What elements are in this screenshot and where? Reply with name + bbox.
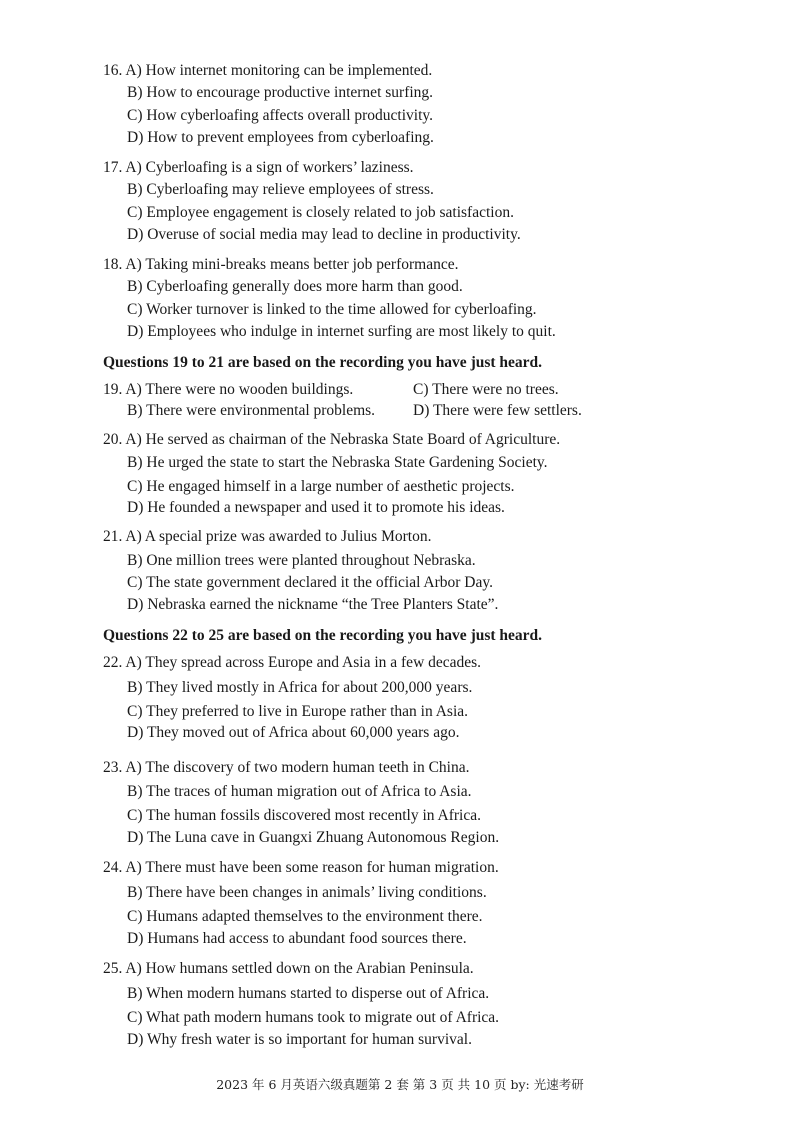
option-d: D) Why fresh water is so important for human survival. [127, 1031, 472, 1048]
option-d: D) He founded a newspaper and used it to promote his ideas. [127, 499, 505, 516]
option-a: A) There must have been some reason for human migration. [125, 859, 499, 876]
option-c: C) They preferred to live in Europe rather than in Asia. [127, 703, 469, 720]
option-c: C) The human fossils discovered most recently in Africa. [127, 807, 481, 824]
option-d: D) How to prevent employees from cyberloafing. [127, 129, 434, 146]
option-c: C) There were no trees. [413, 381, 559, 398]
question-17 [103, 158, 414, 178]
option-c: C) Employee engagement is closely related to job satisfaction. [127, 204, 514, 221]
option-b: B) Cyberloafing may relieve employees of stress. [127, 181, 434, 198]
question-number: 23. [103, 759, 123, 776]
option-d: D) Nebraska earned the nickname “the Tree Planters State”. [127, 596, 499, 613]
option-b: B) There were environmental problems. [127, 402, 376, 419]
option-a: A) A special prize was awarded to Julius Morton. [125, 528, 432, 545]
question-number: 18. [103, 256, 123, 273]
option-a: A) There were no wooden buildings. [125, 381, 354, 398]
option-d: D) Humans had access to abundant food sources there. [127, 930, 467, 947]
option-c: C) Humans adapted themselves to the environment there. [127, 908, 483, 925]
option-a: A) He served as chairman of the Nebraska State Board of Agriculture. [125, 431, 561, 448]
question-number: 21. [103, 528, 123, 545]
option-b: B) The traces of human migration out of Africa to Asia. [127, 783, 472, 800]
option-d: D) Overuse of social media may lead to decline in productivity. [127, 226, 521, 243]
option-d: D) They moved out of Africa about 60,000 years ago. [127, 724, 460, 741]
question-19 [103, 380, 353, 400]
question-number: 25. [103, 960, 123, 977]
option-b: B) Cyberloafing generally does more harm than good. [127, 278, 463, 295]
option-c: C) Worker turnover is linked to the time allowed for cyberloafing. [127, 301, 537, 318]
question-25 [103, 959, 474, 979]
option-b: B) There have been changes in animals’ living conditions. [127, 884, 487, 901]
question-21 [103, 527, 431, 547]
question-number: 19. [103, 381, 123, 398]
option-b: B) When modern humans started to disperse out of Africa. [127, 985, 490, 1002]
question-number: 16. [103, 62, 123, 79]
option-c: C) How cyberloafing affects overall productivity. [127, 107, 434, 124]
question-16 [103, 61, 432, 81]
option-a: A) How internet monitoring can be implemented. [125, 62, 433, 79]
section-heading: Questions 22 to 25 are based on the recording you have just heard. [103, 627, 543, 644]
question-number: 24. [103, 859, 123, 876]
option-d: D) There were few settlers. [413, 402, 582, 419]
option-b: B) How to encourage productive internet surfing. [127, 84, 434, 101]
question-22 [103, 653, 481, 673]
question-24 [103, 858, 499, 878]
question-number: 17. [103, 159, 123, 176]
option-b: B) He urged the state to start the Nebraska State Gardening Society. [127, 454, 548, 471]
option-b: B) They lived mostly in Africa for about 200,000 years. [127, 679, 473, 696]
option-a: A) Cyberloafing is a sign of workers’ laziness. [125, 159, 414, 176]
option-a: A) How humans settled down on the Arabian Peninsula. [125, 960, 474, 977]
question-number: 22. [103, 654, 123, 671]
question-20 [103, 430, 560, 450]
option-a: A) The discovery of two modern human teeth in China. [125, 759, 470, 776]
option-a: A) They spread across Europe and Asia in a few decades. [125, 654, 482, 671]
page-footer: 2023 年 6 月英语六级真题第 2 套 第 3 页 共 10 页 by: 光速考研 [216, 1077, 584, 1092]
option-d: D) Employees who indulge in internet surfing are most likely to quit. [127, 323, 556, 340]
option-b: B) One million trees were planted throughout Nebraska. [127, 552, 476, 569]
question-18 [103, 255, 458, 275]
section-heading: Questions 19 to 21 are based on the recording you have just heard. [103, 354, 543, 371]
question-23 [103, 758, 470, 778]
option-c: C) The state government declared it the official Arbor Day. [127, 574, 493, 591]
option-c: C) What path modern humans took to migrate out of Africa. [127, 1009, 500, 1026]
option-c: C) He engaged himself in a large number of aesthetic projects. [127, 478, 515, 495]
question-number: 20. [103, 431, 123, 448]
option-d: D) The Luna cave in Guangxi Zhuang Autonomous Region. [127, 829, 500, 846]
option-a: A) Taking mini-breaks means better job performance. [125, 256, 459, 273]
